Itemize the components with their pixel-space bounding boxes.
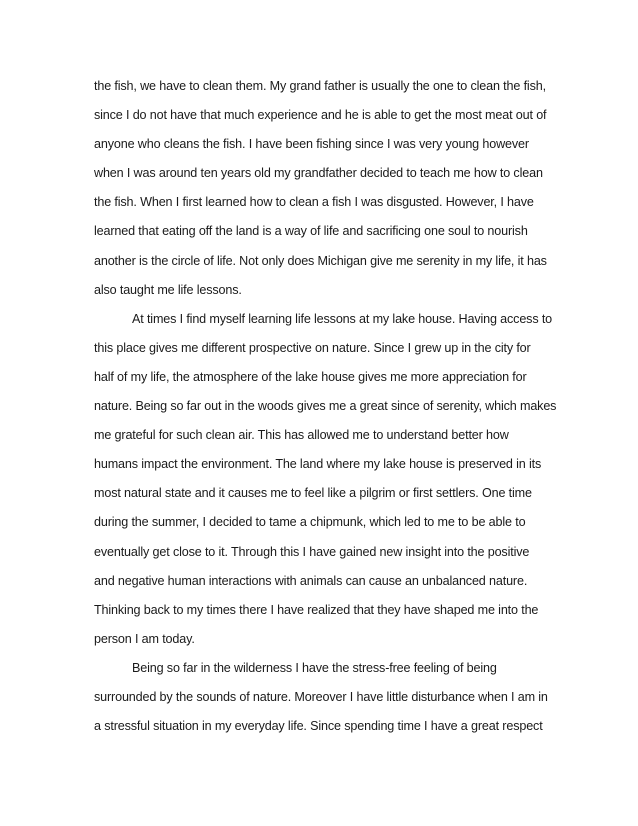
paragraph-first-line: At times I find myself learning life lessons at my lake house. Having access to [132,311,553,326]
text-line: most natural state and it causes me to feel like a pilgrim or first settlers. One time [94,486,532,501]
text-line: another is the circle of life. Not only does Michigan give me serenity in my life, it has [94,253,547,268]
essay-body [94,72,557,741]
text-line: when I was around ten years old my grandfather decided to teach me how to clean [94,166,543,181]
text-line: and negative human interactions with animals can cause an unbalanced nature. [94,573,528,588]
text-line: me grateful for such clean air. This has allowed me to understand better how [94,428,509,443]
text-line: humans impact the environment. The land where my lake house is preserved in its [94,457,542,472]
paragraph-first-line: Being so far in the wilderness I have the stress-free feeling of being [132,660,497,675]
text-line: the fish, we have to clean them. My grand father is usually the one to clean the fish, [94,79,546,93]
text-line: half of my life, the atmosphere of the lake house gives me more appreciation for [94,369,527,384]
text-line: nature. Being so far out in the woods gives me a great since of serenity, which makes [94,399,557,414]
text-line: also taught me life lessons. [94,282,242,297]
text-line: during the summer, I decided to tame a chipmunk, which led to me to be able to [94,515,526,530]
text-line: the fish. When I first learned how to clean a fish I was disgusted. However, I have [94,195,534,210]
text-line: this place gives me different prospective on nature. Since I grew up in the city for [94,340,531,355]
text-line: Thinking back to my times there I have realized that they have shaped me into the [94,602,539,617]
text-line: since I do not have that much experience and he is able to get the most meat out of [94,108,547,123]
text-line: learned that eating off the land is a way of life and sacrificing one soul to nourish [94,224,528,239]
text-line: surrounded by the sounds of nature. Moreover I have little disturbance when I am in [94,689,548,704]
text-line: eventually get close to it. Through this I have gained new insight into the positive [94,544,530,559]
text-line: anyone who cleans the fish. I have been fishing since I was very young however [94,137,529,152]
text-line: a stressful situation in my everyday life. Since spending time I have a great respect [94,719,543,734]
text-line: person I am today. [94,631,195,646]
